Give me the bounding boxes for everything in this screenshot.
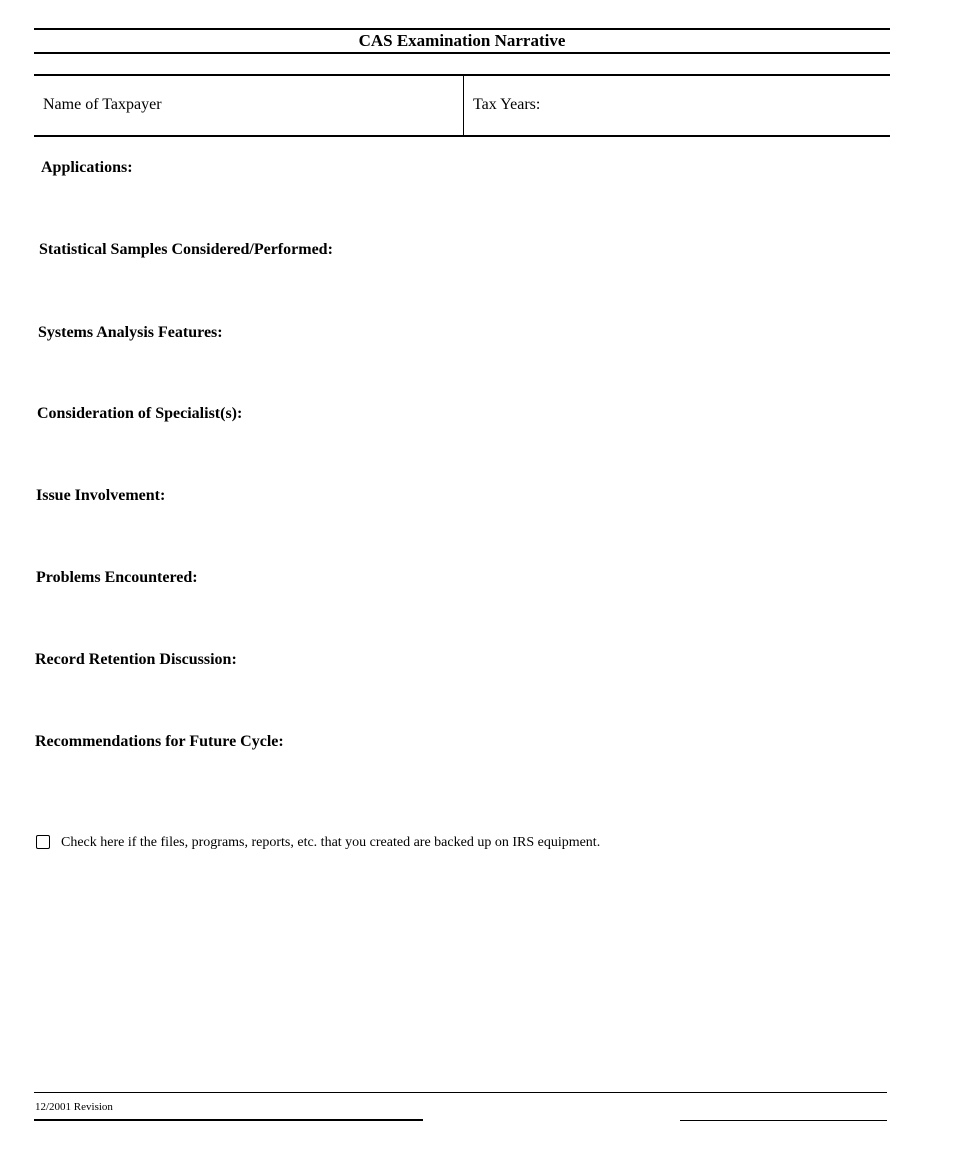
section-recommendations: Recommendations for Future Cycle: — [35, 733, 284, 750]
footer-left-rule — [34, 1119, 423, 1121]
tax-years-field[interactable]: Tax Years: — [473, 96, 541, 113]
backup-checkbox-label: Check here if the files, programs, reports, etc. that you created are backed up on IRS equipment. — [61, 835, 601, 850]
taxpayer-name-field[interactable]: Name of Taxpayer — [43, 96, 162, 113]
backup-checkbox[interactable] — [36, 835, 50, 849]
form-title: CAS Examination Narrative — [358, 31, 566, 50]
revision-label: 12/2001 Revision — [35, 1101, 113, 1113]
title-bottom-rule — [34, 52, 890, 54]
top-rule — [34, 28, 890, 30]
section-issue-involvement: Issue Involvement: — [36, 487, 166, 504]
section-problems: Problems Encountered: — [36, 569, 198, 586]
section-applications: Applications: — [41, 159, 133, 176]
section-statistical-samples: Statistical Samples Considered/Performed: — [39, 241, 333, 258]
footer-right-rule — [680, 1120, 887, 1121]
section-record-retention: Record Retention Discussion: — [35, 651, 237, 668]
footer-top-rule — [34, 1092, 887, 1093]
header-table-top-rule — [34, 74, 890, 76]
header-table-bottom-rule — [34, 135, 890, 137]
header-table-divider — [463, 74, 464, 136]
section-specialists: Consideration of Specialist(s): — [37, 405, 243, 422]
section-systems-analysis: Systems Analysis Features: — [38, 324, 223, 341]
